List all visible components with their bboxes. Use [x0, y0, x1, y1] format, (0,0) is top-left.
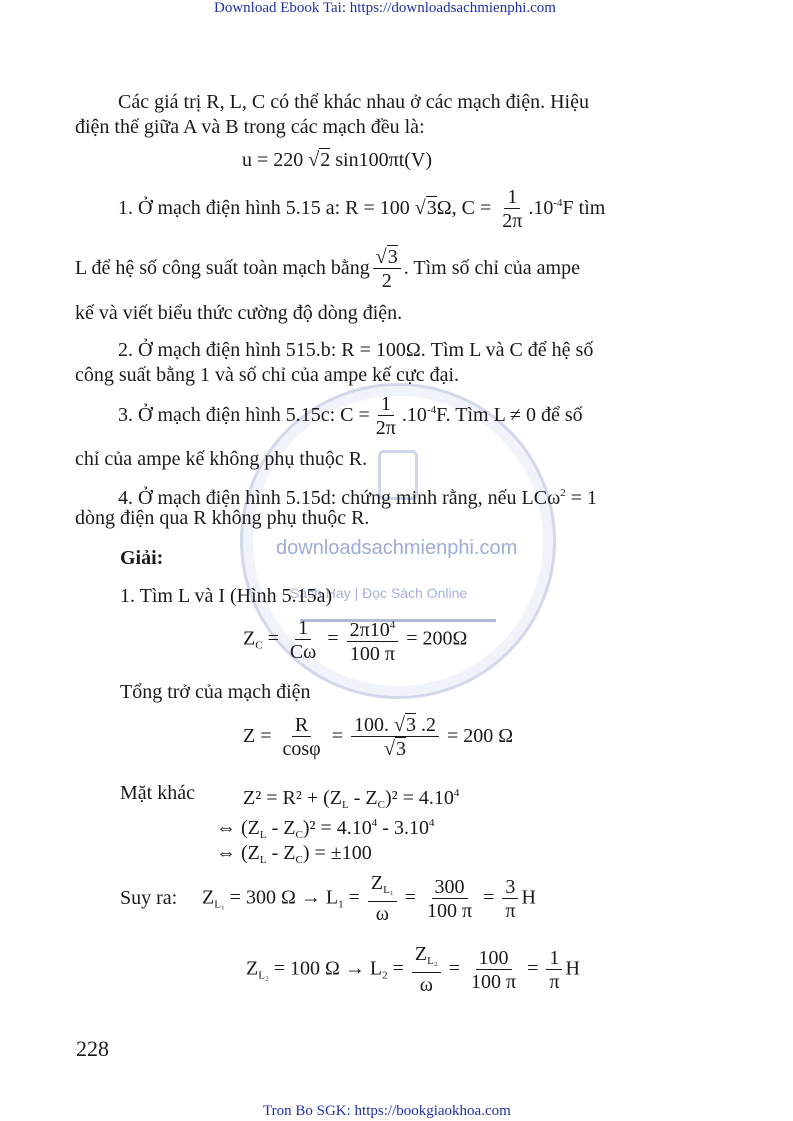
problem-2-line-1: 2. Ở mạch điện hình 515.b: R = 100Ω. Tìm L và C để hệ số [118, 339, 594, 361]
voltage-equation: u = 220 √2 sin100πt(V) [242, 149, 433, 171]
conclude-label: Suy ra: [120, 887, 178, 909]
problem-4-line-2: dòng điện qua R không phụ thuộc R. [75, 507, 370, 529]
eq-1: $Z^2 = R^2 + (Z_L - Z_C)^2 = 4.10^4$ [243, 787, 460, 811]
solution-step-1: 1. Tìm L và I (Hình 5.15a) [120, 585, 333, 607]
result-2: $Z_{L_2} = 100$ $\Omega \to L_2$ = $\frac{Z_{L_2}}{\omega}$ = $\frac{100}{100 \pi}$ = $\frac{1}{\pi}$ H [246, 943, 580, 996]
result-1: $Z_{L_1} = 300$ $\Omega \to L_1$ = $\frac{Z_{L_1}}{\omega}$ = $\frac{300}{100 \pi}$ = $\frac{3}{\pi}$ H [202, 872, 536, 925]
problem-2-line-2: công suất bằng 1 và số chỉ của ampe kế cực đại. [75, 364, 460, 386]
problem-3-line-1: 3. Ở mạch điện hình 5.15c: C = $\frac{1}{2\pi}$ $.10^{-4}F$. Tìm L ≠ 0 để số [118, 393, 583, 439]
page-number: 228 [76, 1036, 109, 1061]
solution-heading: Giải: [120, 547, 164, 569]
footer-sgk-link[interactable]: Tron Bo SGK: https://bookgiaokhoa.com [263, 1103, 511, 1119]
problem-4-line-1: 4. Ở mạch điện hình 5.15d: chứng minh rằng, nếu LCω$^2$ = 1 [118, 487, 598, 509]
watermark-tagline: Sách Hay | Đọc Sách Online [290, 585, 468, 601]
z-equation: Z = $\frac{R}{\cos\varphi}$ = $\frac{100. √3 .2}{√3}$ = 200 Ω [243, 714, 514, 760]
watermark-site: downloadsachmienphi.com [276, 537, 518, 559]
eq-3: ⇔ $(Z_L - Z_C) = \pm 100$ [216, 842, 372, 866]
other-label: Mặt khác [120, 782, 195, 804]
impedance-label: Tổng trở của mạch điện [120, 681, 311, 703]
problem-1-line-1: 1. Ở mạch điện hình 5.15 a: R = 100 √3Ω, C = $\frac{1}{2\pi}$ $.10^{-4}F$ tìm [118, 186, 606, 232]
problem-1-line-2: L để hệ số công suất toàn mạch bằng $\frac{√3}{2}$ . Tìm số chỉ của ampe [75, 246, 580, 292]
problem-3-line-2: chỉ của ampe kế không phụ thuộc R. [75, 448, 368, 470]
zc-equation: $Z_C$ = $\frac{1}{C\omega}$ = $\frac{2\pi 10^4}{100 \pi}$ = 200Ω [243, 614, 467, 666]
header-download-link[interactable]: Download Ebook Tai: https://downloadsachmienphi.com [214, 0, 556, 16]
intro-line-2: điện thế giữa A và B trong các mạch đều là: [75, 116, 425, 138]
eq-2: ⇔ $(Z_L - Z_C)^2 = 4.10^4 - 3.10^4$ [216, 817, 435, 841]
problem-1-line-3: kế và viết biểu thức cường độ dòng điện. [75, 302, 403, 324]
intro-line-1: Các giá trị R, L, C có thể khác nhau ở các mạch điện. Hiệu [118, 91, 589, 113]
